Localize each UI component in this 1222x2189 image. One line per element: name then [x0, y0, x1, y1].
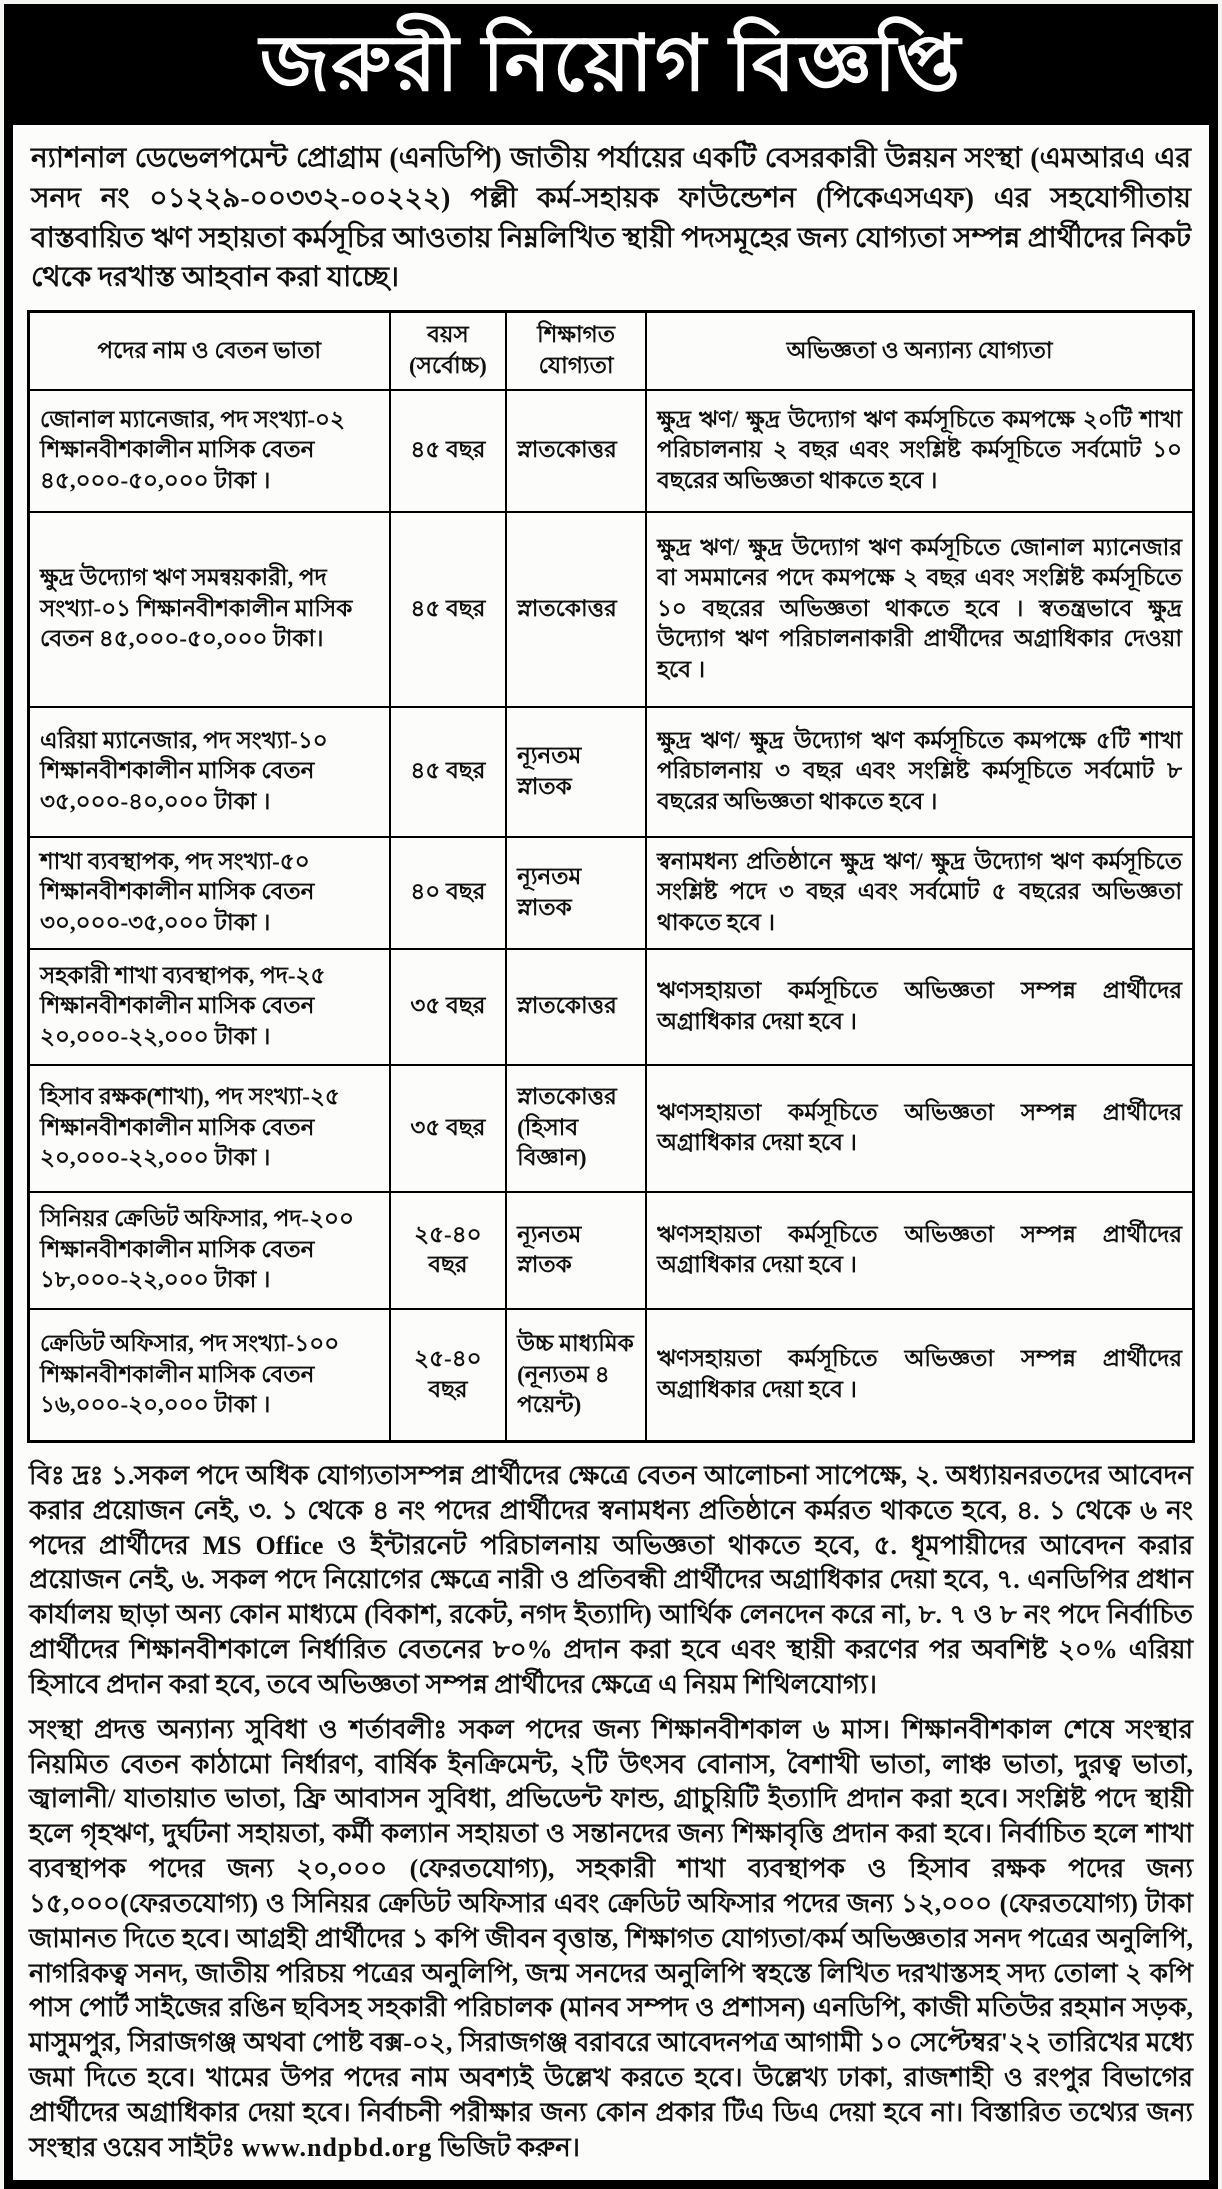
ad-title: জরুরী নিয়োগ বিজ্ঞপ্তি: [259, 20, 963, 107]
cell-age: ২৫-৪০ বছর: [390, 1192, 507, 1309]
table-row: [29, 1309, 1194, 1442]
cell-age: ৪৫ বছর: [390, 390, 507, 512]
cell-age: ৪০ বছর: [390, 837, 507, 949]
cell-experience: স্বনামধন্য প্রতিষ্ঠানে ক্ষুদ্র ঋণ/ ক্ষুদ্র উদ্যোগ ঋণ কর্মসূচিতে সংশ্লিষ্ট পদে ৩ বছর এবং সর্বমোট ৫ বছরের অভিজ্ঞতা থাকতে হবে ।: [646, 837, 1194, 949]
benefits-label: সংস্থা প্রদত্ত অন্যান্য সুবিধা ও শর্তাবলীঃ: [29, 1714, 448, 1744]
table-row: [29, 1065, 1194, 1192]
cell-experience: ঋণসহায়তা কর্মসূচিতে অভিজ্ঞতা সম্পন্ন প্রার্থীদের অগ্রাধিকার দেয়া হবে ।: [646, 1065, 1194, 1192]
cell-experience: ঋণসহায়তা কর্মসূচিতে অভিজ্ঞতা সম্পন্ন প্রার্থীদের অগ্রাধিকার দেয়া হবে ।: [646, 1309, 1194, 1442]
cell-position: সিনিয়র ক্রেডিট অফিসার, পদ-২০০ শিক্ষানবীশকালীন মাসিক বেতন ১৮,০০০-২২,০০০ টাকা ।: [29, 1192, 390, 1309]
cell-education: স্নাতকোত্তর: [506, 390, 646, 512]
cell-position: জোনাল ম্যানেজার, পদ সংখ্যা-০২ শিক্ষানবীশকালীন মাসিক বেতন ৪৫,০০০-৫০,০০০ টাকা ।: [29, 390, 390, 512]
cell-education: ন্যূনতম স্নাতক: [506, 837, 646, 949]
job-advertisement: [4, 4, 1218, 2189]
table-row: [29, 390, 1194, 512]
cell-age: ২৫-৪০ বছর: [390, 1309, 507, 1442]
benefits-text: সকল পদের জন্য শিক্ষানবীশকাল ৬ মাস। শিক্ষানবীশকাল শেষে সংস্থার নিয়মিত বেতন কাঠামো নির্ধারণ, বার্ষিক ইনক্রিমেন্ট, ২টি উৎসব বোনাস, বৈশাখী ভাতা, লাঞ্চ ভাতা, দুরত্ব ভাতা, জ্বালানী/ যাতায়াত ভাতা, ফ্রি আবাসন সুবিধা, প্রভিডেন্ট ফান্ড, গ্রাচুয়িটি ইত্যাদি প্রদান করা হবে। সংশ্লিষ্ট পদে স্থায়ী হলে গৃহঋণ, দুর্ঘটনা সহায়তা, কর্মী কল্যান সহায়তা ও সন্তানদের জন্য শিক্ষাবৃত্তি প্রদান করা হবে। নির্বাচিত হলে শাখা ব্যবস্থাপক পদের জন্য ২০,০০০ (ফেরতযোগ্য), সহকারী শাখা ব্যবস্থাপক ও হিসাব রক্ষক পদের জন্য ১৫,০০০(ফেরতযোগ্য) ও সিনিয়র ক্রেডিট অফিসার এবং ক্রেডিট অফিসার পদের জন্য ১২,০০০ (ফেরতযোগ্য) টাকা জামানত দিতে হবে। আগ্রহী প্রার্থীদের ১ কপি জীবন বৃত্তান্ত, শিক্ষাগত যোগ্যতা/কর্ম অভিজ্ঞতার সনদ পত্রের অনুলিপি, নাগরিকত্ব সনদ, জাতীয় পরিচয় পত্রের অনুলিপি, জন্ম সনদের অনুলিপি স্বহস্তে লিখিত দরখাস্তসহ সদ্য তোলা ২ কপি পাস পোর্ট সাইজের রঙিন ছবিসহ সহকারী পরিচালক (মানব সম্পদ ও প্রশাসন) এনডিপি, কাজী মতিউর রহমান সড়ক, মাসুমপুর, সিরাজগঞ্জ অথবা পোষ্ট বক্স-০২, সিরাজগঞ্জ বরাবরে আবেদনপত্র আগামী ১০ সেপ্টেম্বর'২২ তারিখের মধ্যে জমা দিতে হবে। খামের উপর পদের নাম অবশ্যই উল্লেখ করতে হবে। উল্লেখ্য ঢাকা, রাজশাহী ও রংপুর বিভাগের প্রার্থীদের অগ্রাধিকার দেয়া হবে। নির্বাচনী পরীক্ষার জন্য কোন প্রকার টিএ ডিএ দেয়া হবে না। বিস্তারিত তথ্যের জন্য সংস্থার ওয়েব সাইটঃ: [29, 1714, 1193, 2162]
col-header-age: বয়স (সর্বোচ্চ): [390, 312, 507, 390]
nb-text: ১.সকল পদে অধিক যোগ্যতাসম্পন্ন প্রার্থীদের ক্ষেত্রে বেতন আলোচনা সাপেক্ষে, ২. অধ্যায়নরতদের আবেদন করার প্রয়োজন নেই, ৩. ১ থেকে ৪ নং পদের প্রার্থীদের স্বনামধন্য প্রতিষ্ঠানে কর্মরত থাকতে হবে, ৪. ১ থেকে ৬ নং পদের প্রার্থীদের MS Office ও ইন্টারনেট পরিচালনায় অভিজ্ঞতা থাকতে হবে, ৫. ধূমপায়ীদের আবেদন করার প্রয়োজন নেই, ৬. সকল পদে নিয়োগের ক্ষেত্রে নারী ও প্রতিবন্ধী প্রার্থীদের অগ্রাধিকার দেয়া হবে, ৭. এনডিপির প্রধান কার্যালয় ছাড়া অন্য কোন মাধ্যমে (বিকাশ, রকেট, নগদ ইত্যাদি) আর্থিক লেনদেন করে না, ৮. ৭ ও ৮ নং পদে নির্বাচিত প্রার্থীদের শিক্ষানবীশকালে নির্ধারিত বেতনের ৮০% প্রদান করা হবে এবং স্থায়ী করণের পর অবশিষ্ট ২০% এরিয়া হিসাবে প্রদান করা হবে, তবে অভিজ্ঞতা সম্পন্ন প্রার্থীদের ক্ষেত্রে এ নিয়ম শিথিলযোগ্য।: [29, 1461, 1193, 1699]
cell-education: ন্যূনতম স্নাতক: [506, 707, 646, 837]
benefits-paragraph: [13, 1707, 1209, 2180]
website-url: www.ndpbd.org: [241, 2132, 433, 2162]
table-row: [29, 707, 1194, 837]
cell-age: ৩৫ বছর: [390, 1065, 507, 1192]
cell-education: স্নাতকোত্তর: [506, 949, 646, 1065]
cell-position: শাখা ব্যবস্থাপক, পদ সংখ্যা-৫০ শিক্ষানবীশকালীন মাসিক বেতন ৩০,০০০-৩৫,০০০ টাকা ।: [29, 837, 390, 949]
cell-age: ৩৫ বছর: [390, 949, 507, 1065]
cell-education: উচ্চ মাধ্যমিক (নূন্যতম ৪ পয়েন্ট): [506, 1309, 646, 1442]
cell-experience: ঋণসহায়তা কর্মসূচিতে অভিজ্ঞতা সম্পন্ন প্রার্থীদের অগ্রাধিকার দেয়া হবে ।: [646, 949, 1194, 1065]
col-header-experience: অভিজ্ঞতা ও অন্যান্য যোগ্যতা: [646, 312, 1194, 390]
cell-age: ৪৫ বছর: [390, 512, 507, 707]
special-notes-paragraph: [13, 1453, 1209, 1707]
cell-experience: ক্ষুদ্র ঋণ/ ক্ষুদ্র উদ্যোগ ঋণ কর্মসূচিতে জোনাল ম্যানেজার বা সমমানের পদে কমপক্ষে ২ বছর এবং সংশ্লিষ্ট কর্মসূচিতে ১০ বছরের অভিজ্ঞতা থাকতে হবে । স্বতন্ত্রভাবে ক্ষুদ্র উদ্যোগ ঋণ পরিচালনাকারী প্রার্থীদের অগ্রাধিকার দেওয়া হবে ।: [646, 512, 1194, 707]
table-row: [29, 1192, 1194, 1309]
col-header-position: পদের নাম ও বেতন ভাতা: [29, 312, 390, 390]
table-row: [29, 837, 1194, 949]
cell-education: ন্যূনতম স্নাতক: [506, 1192, 646, 1309]
cell-age: ৪৫ বছর: [390, 707, 507, 837]
cell-position: ক্রেডিট অফিসার, পদ সংখ্যা-১০০ শিক্ষানবীশকালীন মাসিক বেতন ১৬,০০০-২০,০০০ টাকা ।: [29, 1309, 390, 1442]
cell-experience: ক্ষুদ্র ঋণ/ ক্ষুদ্র উদ্যোগ ঋণ কর্মসূচিতে কমপক্ষে ২০টি শাখা পরিচালনায় ২ বছর এবং সংশ্লিষ্ট কর্মসূচিতে সর্বমোট ১০ বছরের অভিজ্ঞতা থাকতে হবে ।: [646, 390, 1194, 512]
cell-education: স্নাতকোত্তর: [506, 512, 646, 707]
nb-label: বিঃ দ্রঃ: [29, 1461, 104, 1490]
positions-table: [27, 310, 1195, 1443]
cell-position: সহকারী শাখা ব্যবস্থাপক, পদ-২৫ শিক্ষানবীশকালীন মাসিক বেতন ২০,০০০-২২,০০০ টাকা ।: [29, 949, 390, 1065]
cell-experience: ঋণসহায়তা কর্মসূচিতে অভিজ্ঞতা সম্পন্ন প্রার্থীদের অগ্রাধিকার দেয়া হবে ।: [646, 1192, 1194, 1309]
table-row: [29, 512, 1194, 707]
table-row: [29, 949, 1194, 1065]
cell-education: স্নাতকোত্তর (হিসাব বিজ্ঞান): [506, 1065, 646, 1192]
table-header-row: [29, 312, 1194, 390]
cell-position: এরিয়া ম্যানেজার, পদ সংখ্যা-১০ শিক্ষানবীশকালীন মাসিক বেতন ৩৫,০০০-৪০,০০০ টাকা ।: [29, 707, 390, 837]
benefits-text-after: ভিজিট করুন।: [432, 2132, 580, 2162]
cell-position: হিসাব রক্ষক(শাখা), পদ সংখ্যা-২৫ শিক্ষানবীশকালীন মাসিক বেতন ২০,০০০-২২,০০০ টাকা ।: [29, 1065, 390, 1192]
col-header-education: শিক্ষাগত যোগ্যতা: [506, 312, 646, 390]
cell-position: ক্ষুদ্র উদ্যোগ ঋণ সমন্বয়কারী, পদ সংখ্যা-০১ শিক্ষানবীশকালীন মাসিক বেতন ৪৫,০০০-৫০,০০০ টাকা।: [29, 512, 390, 707]
title-banner: [13, 13, 1209, 125]
intro-paragraph: ন্যাশনাল ডেভেলপমেন্ট প্রোগ্রাম (এনডিপি) জাতীয় পর্যায়ের একটি বেসরকারী উন্নয়ন সংস্থা (এমআরএ এর সনদ নং ০১২২৯-০০৩৩২-০০২২২) পল্লী কর্ম-সহায়ক ফাউন্ডেশন (পিকেএসএফ) এর সহযোগীতায় বাস্তবায়িত ঋণ সহায়তা কর্মসূচির আওতায় নিম্নলিখিত স্থায়ী পদসমূহের জন্য যোগ্যতা সম্পন্ন প্রার্থীদের নিকট থেকে দরখাস্ত আহবান করা যাচ্ছে।: [31, 143, 1191, 294]
cell-experience: ক্ষুদ্র ঋণ/ ক্ষুদ্র উদ্যোগ ঋণ কর্মসূচিতে কমপক্ষে ৫টি শাখা পরিচালনায় ৩ বছর এবং সংশ্লিষ্ট কর্মসূচিতে সর্বমোট ৮ বছরের অভিজ্ঞতা থাকতে হবে ।: [646, 707, 1194, 837]
